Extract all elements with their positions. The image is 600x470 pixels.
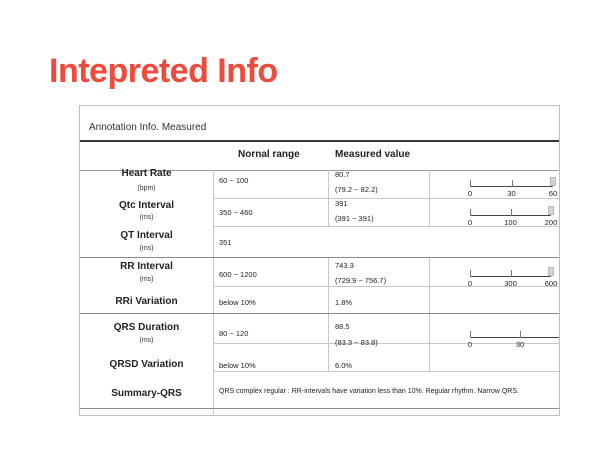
gauge-tick-label: 0 — [467, 189, 473, 198]
qrsd-variation-normal: below 10% — [219, 361, 256, 370]
heart-rate-gauge — [467, 172, 558, 198]
row-divider — [80, 257, 559, 258]
panel-title: Annotation Info. Measured — [89, 122, 207, 133]
rr-interval-label: RR Interval — [120, 261, 173, 272]
summary-qrs-label: Summary-QRS — [111, 388, 182, 399]
gauge-tick — [470, 270, 471, 277]
rr-range: (729.9 ~ 756.7) — [335, 276, 387, 285]
gauge-tick — [511, 209, 512, 216]
row-divider — [213, 198, 559, 199]
heart-rate-value: 80.7 — [335, 170, 350, 179]
qrs-gauge — [467, 323, 560, 349]
rr-interval-unit: (ms) — [139, 276, 154, 283]
summary-qrs-text: QRS complex regular : RR-intervals have variation less than 10%. Regular rhythm. Narrow QRS. — [219, 388, 519, 395]
heart-rate-unit: (bpm) — [137, 185, 156, 192]
column-header-normal-range: Nornal range — [238, 149, 300, 160]
gauge-tick-label: 0 — [467, 340, 473, 349]
qrs-duration-label: QRS Duration — [113, 322, 180, 333]
heart-rate-normal-range: 60 ~ 100 — [219, 176, 249, 185]
qrs-range: (83.3 ~ 83.8) — [335, 338, 378, 347]
qrs-duration-unit: (ms) — [139, 337, 154, 344]
column-divider — [213, 170, 214, 416]
qt-value: 351 — [219, 238, 232, 247]
gauge-tick-label: 200 — [544, 218, 558, 227]
row-divider — [213, 371, 559, 372]
gauge-tick-label: 60 — [548, 189, 558, 198]
gauge-tick — [511, 270, 512, 277]
header-divider — [80, 140, 559, 142]
rri-variation-value: 1.8% — [335, 298, 353, 307]
gauge-axis — [470, 337, 560, 338]
qrsd-variation-value: 6.0% — [335, 361, 353, 370]
qtc-range: (391 ~ 391) — [335, 214, 374, 223]
column-divider — [328, 257, 329, 371]
gauge-tick-label: 300 — [504, 279, 517, 288]
gauge-tick — [470, 331, 471, 338]
rri-variation-normal: below 10% — [219, 298, 256, 307]
page-title: Intepreted Info — [49, 52, 278, 90]
rr-normal-range: 600 ~ 1200 — [219, 270, 257, 279]
qtc-interval-unit: (ms) — [139, 214, 154, 221]
qtc-normal-range: 350 ~ 460 — [219, 208, 253, 217]
qrsd-variation-label: QRSD Variation — [109, 359, 184, 370]
gauge-tick-label: 600 — [544, 279, 558, 288]
heart-rate-label: Heart Rate — [121, 168, 172, 179]
gauge-tick — [470, 180, 471, 187]
gauge-tick-label: 100 — [504, 218, 517, 227]
rr-value: 743.3 — [335, 261, 354, 270]
gauge-tick-label: 30 — [515, 340, 525, 349]
qt-interval-unit: (ms) — [139, 245, 154, 252]
gauge-tick — [520, 331, 521, 338]
gauge-tick — [512, 180, 513, 187]
gauge-tick-label: 0 — [467, 279, 473, 288]
gauge-tick-label: 0 — [467, 218, 473, 227]
rr-gauge — [467, 262, 558, 288]
qtc-gauge — [467, 201, 558, 227]
qtc-interval-label: Qtc Interval — [118, 200, 175, 211]
gauge-tick-label: 30 — [507, 189, 516, 198]
qrs-normal-range: 80 ~ 120 — [219, 329, 249, 338]
measurement-panel — [79, 105, 560, 416]
rri-variation-label: RRi Variation — [115, 296, 178, 307]
gauge-tick — [470, 209, 471, 216]
heart-rate-range: (79.2 ~ 82.2) — [335, 185, 378, 194]
column-header-measured-value: Measured value — [335, 149, 411, 160]
column-divider — [429, 257, 430, 371]
qrs-value: 88.5 — [335, 322, 350, 331]
qtc-value: 391 — [335, 199, 348, 208]
gauge-marker — [550, 177, 556, 186]
gauge-marker — [548, 206, 554, 215]
row-divider — [80, 408, 559, 409]
gauge-marker — [548, 267, 554, 276]
qt-interval-label: QT Interval — [120, 230, 173, 241]
row-divider — [80, 313, 559, 314]
